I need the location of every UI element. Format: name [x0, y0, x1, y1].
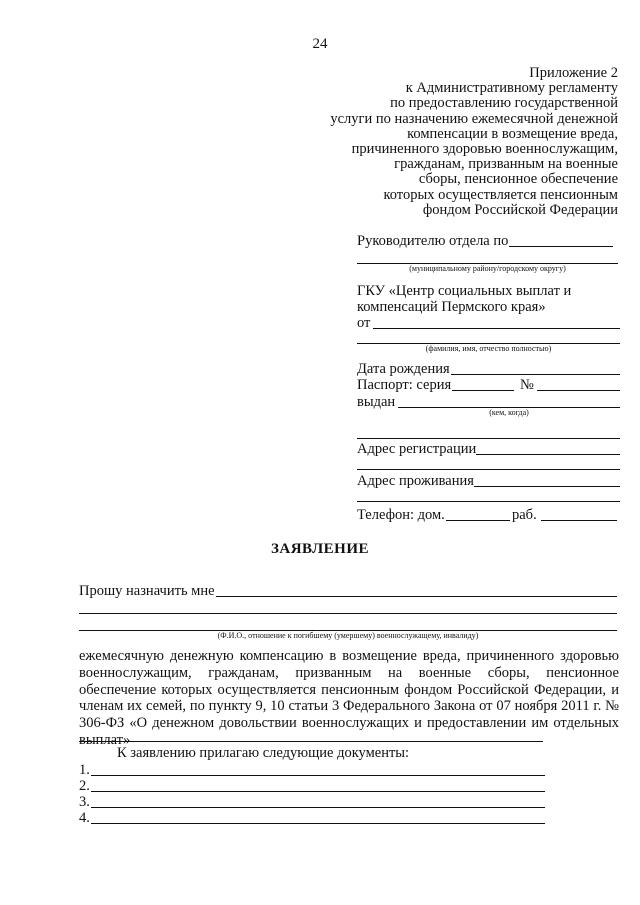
appendix-line: причиненного здоровью военнослужащим, [351, 141, 618, 158]
attachment-number: 2. [79, 778, 90, 794]
document-title: ЗАЯВЛЕНИЕ [270, 541, 370, 557]
attachment-field-2[interactable] [91, 791, 545, 792]
passport-series-field[interactable] [452, 390, 514, 391]
attachments-heading: К заявлению прилагаю следующие документы: [117, 745, 410, 761]
fio-caption: (Ф.И.О., отношение к погибшему (умершему) военнослужащему, инвалиду) [217, 631, 479, 640]
page-number: 24 [312, 36, 328, 52]
issued-field-2[interactable] [357, 438, 620, 439]
head-department-field[interactable] [509, 246, 613, 247]
appendix-line: по предоставлению государственной [390, 95, 618, 112]
applicant-name-field[interactable] [373, 328, 620, 329]
reg-address-field[interactable] [476, 454, 620, 455]
birth-date-label: Дата рождения [357, 361, 450, 377]
phone-home-field[interactable] [446, 520, 510, 521]
attachment-field-3[interactable] [91, 807, 545, 808]
appendix-line: сборы, пенсионное обеспечение [418, 171, 618, 188]
phone-home-label: Телефон: дом. [357, 507, 445, 523]
birth-date-field[interactable] [451, 374, 620, 375]
municipality-caption: (муниципальному району/городскому округу) [409, 264, 566, 273]
attachment-field-4[interactable] [91, 823, 545, 824]
request-fio-field[interactable] [216, 596, 617, 597]
appendix-line: которых осуществляется пенсионным [383, 186, 618, 203]
from-label: от [357, 315, 371, 331]
appendix-line: фондом Российской Федерации [422, 201, 618, 218]
name-caption: (фамилия, имя, отчество полностью) [425, 344, 552, 353]
issued-caption: (кем, когда) [489, 408, 529, 417]
passport-number-field[interactable] [537, 390, 620, 391]
attachment-number: 3. [79, 794, 90, 810]
issued-label: выдан [357, 394, 396, 410]
appendix-line: компенсации в возмещение вреда, [407, 125, 618, 142]
appendix-line: услуги по назначению ежемесячной денежной [330, 110, 618, 127]
reg-address-field-2[interactable] [357, 469, 620, 470]
attachment-field-1[interactable] [91, 775, 545, 776]
separator-line [79, 741, 543, 742]
attachment-number: 1. [79, 762, 90, 778]
passport-number-label: № [520, 377, 534, 393]
appendix-line: к Административному регламенту [405, 80, 618, 97]
request-fio-field-2[interactable] [79, 613, 617, 614]
org-line-1: ГКУ «Центр социальных выплат и [357, 283, 572, 299]
live-address-field-2[interactable] [357, 501, 620, 502]
request-body: ежемесячную денежную компенсацию в возмещение вреда, причиненного здоровью военнослужащим, гражданам, призванным на военные сборы, пенсионное обеспечение которых осуществляется пенсионным фондом Российской Федерации, и членам их семей, по пункту 9, 10 статьи 3 Федерального Закона от 07 ноября 2011 г. № 306-ФЗ «О денежном довольствии военнослужащих и предоставлении им отдельных выплат» [79, 648, 619, 748]
attachment-number: 4. [79, 810, 90, 826]
request-lead: Прошу назначить мне [79, 583, 215, 599]
live-address-field[interactable] [474, 486, 620, 487]
org-line-2: компенсаций Пермского края» [357, 299, 546, 315]
appendix-line: гражданам, призванным на военные [394, 156, 618, 173]
appendix-header [278, 66, 618, 218]
phone-work-label: раб. [512, 507, 537, 523]
live-address-label: Адрес проживания [357, 473, 474, 489]
passport-series-label: Паспорт: серия [357, 377, 452, 393]
head-label: Руководителю отдела по [357, 233, 509, 249]
appendix-line: Приложение 2 [529, 65, 618, 81]
phone-work-field[interactable] [541, 520, 617, 521]
reg-address-label: Адрес регистрации [357, 441, 477, 457]
